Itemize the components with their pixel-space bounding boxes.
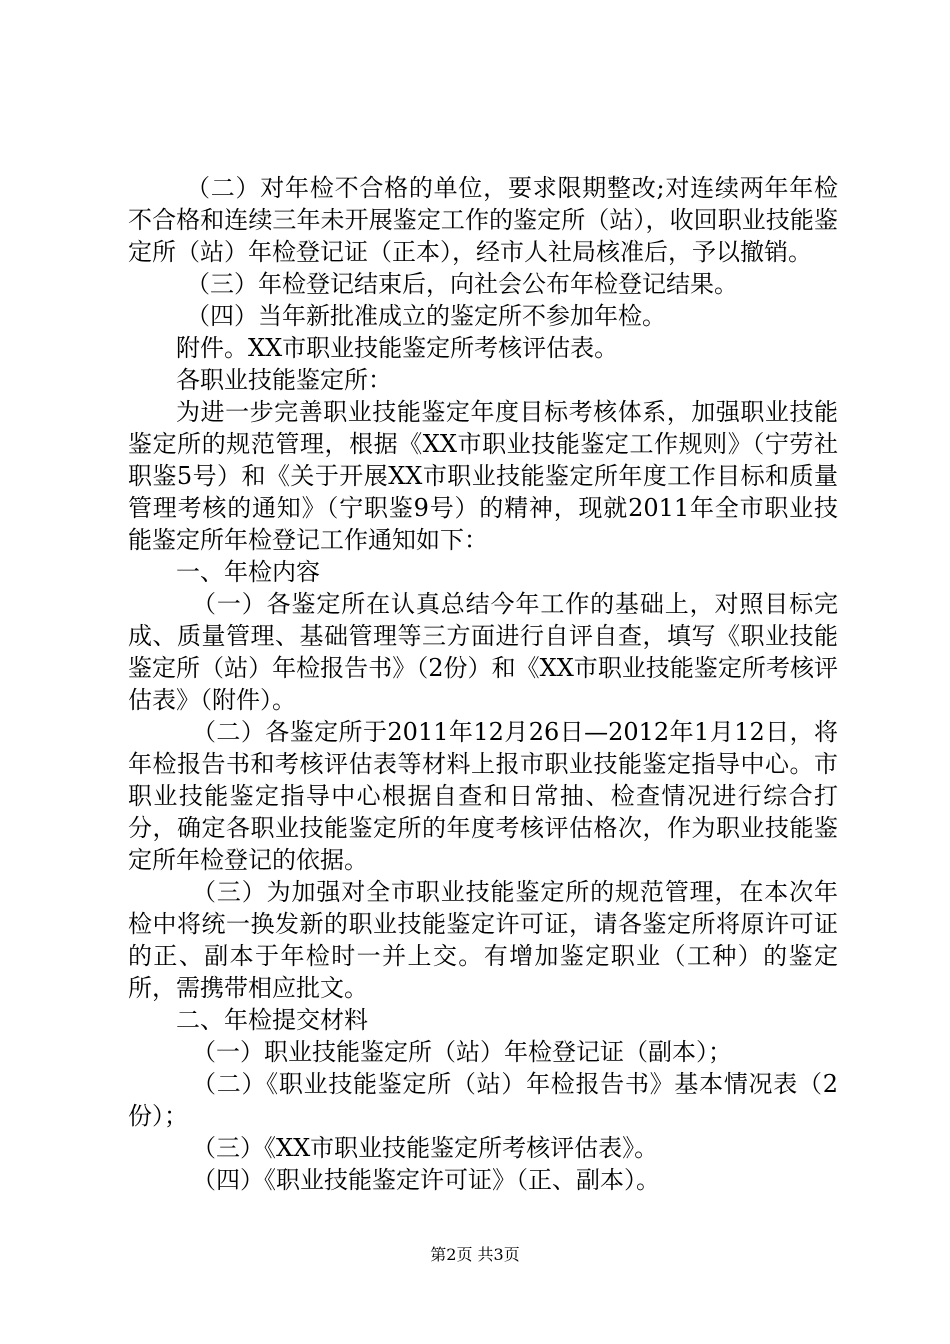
paragraph-new-institutes: （四）当年新批准成立的鉴定所不参加年检。: [186, 302, 666, 330]
list-item-material-2: （二）《职业技能鉴定所（站）年检报告书》基本情况表（2份）；: [128, 1070, 838, 1130]
document-body: [128, 172, 838, 1196]
list-item-material-4: （四）《职业技能鉴定许可证》（正、副本）。: [192, 1166, 660, 1194]
paragraph-license-renewal: （三）为加强对全市职业技能鉴定所的规范管理，在本次年检中将统一换发新的职业技能鉴定许可证，请各鉴定所将原许可证的正、副本于年检时一并上交。有增加鉴定职业（工种）的鉴定所，需携带相应批文。: [128, 878, 838, 1002]
paragraph-attachment: 附件。XX市职业技能鉴定所考核评估表。: [176, 334, 619, 362]
list-item-material-1: （一）职业技能鉴定所（站）年检登记证（副本）；: [192, 1038, 732, 1066]
paragraph-self-assessment: （一）各鉴定所在认真总结今年工作的基础上，对照目标完成、质量管理、基础管理等三方面进行自评自查，填写《职业技能鉴定所（站）年检报告书》（2份）和《XX市职业技能鉴定所考核评估表》（附件）。: [128, 590, 838, 714]
section-heading-inspection-content: 一、年检内容: [176, 558, 320, 586]
paragraph-rectification: （二）对年检不合格的单位，要求限期整改;对连续两年年检不合格和连续三年未开展鉴定工作的鉴定所（站），收回职业技能鉴定所（站）年检登记证（正本），经市人社局核准后，予以撤销。: [128, 174, 838, 266]
paragraph-submission-period: （二）各鉴定所于2011年12月26日—2012年1月12日，将年检报告书和考核评估表等材料上报市职业技能鉴定指导中心。市职业技能鉴定指导中心根据自查和日常抽、检查情况进行综合打分，确定各职业技能鉴定所的年度考核评估格次，作为职业技能鉴定所年检登记的依据。: [128, 718, 838, 874]
list-item-material-3: （三）《XX市职业技能鉴定所考核评估表》。: [192, 1134, 659, 1162]
page-number-footer: 第2页 共3页: [430, 1245, 520, 1264]
paragraph-introduction: 为进一步完善职业技能鉴定年度目标考核体系，加强职业技能鉴定所的规范管理，根据《XX市职业技能鉴定工作规则》（宁劳社职鉴5号）和《关于开展XX市职业技能鉴定所年度工作目标和质量管理考核的通知》（宁职鉴9号）的精神，现就2011年全市职业技能鉴定所年检登记工作通知如下：: [128, 398, 838, 554]
section-heading-materials: 二、年检提交材料: [176, 1006, 368, 1034]
paragraph-publish-results: （三）年检登记结束后，向社会公布年检登记结果。: [186, 270, 738, 298]
paragraph-salutation: 各职业技能鉴定所：: [176, 366, 392, 394]
